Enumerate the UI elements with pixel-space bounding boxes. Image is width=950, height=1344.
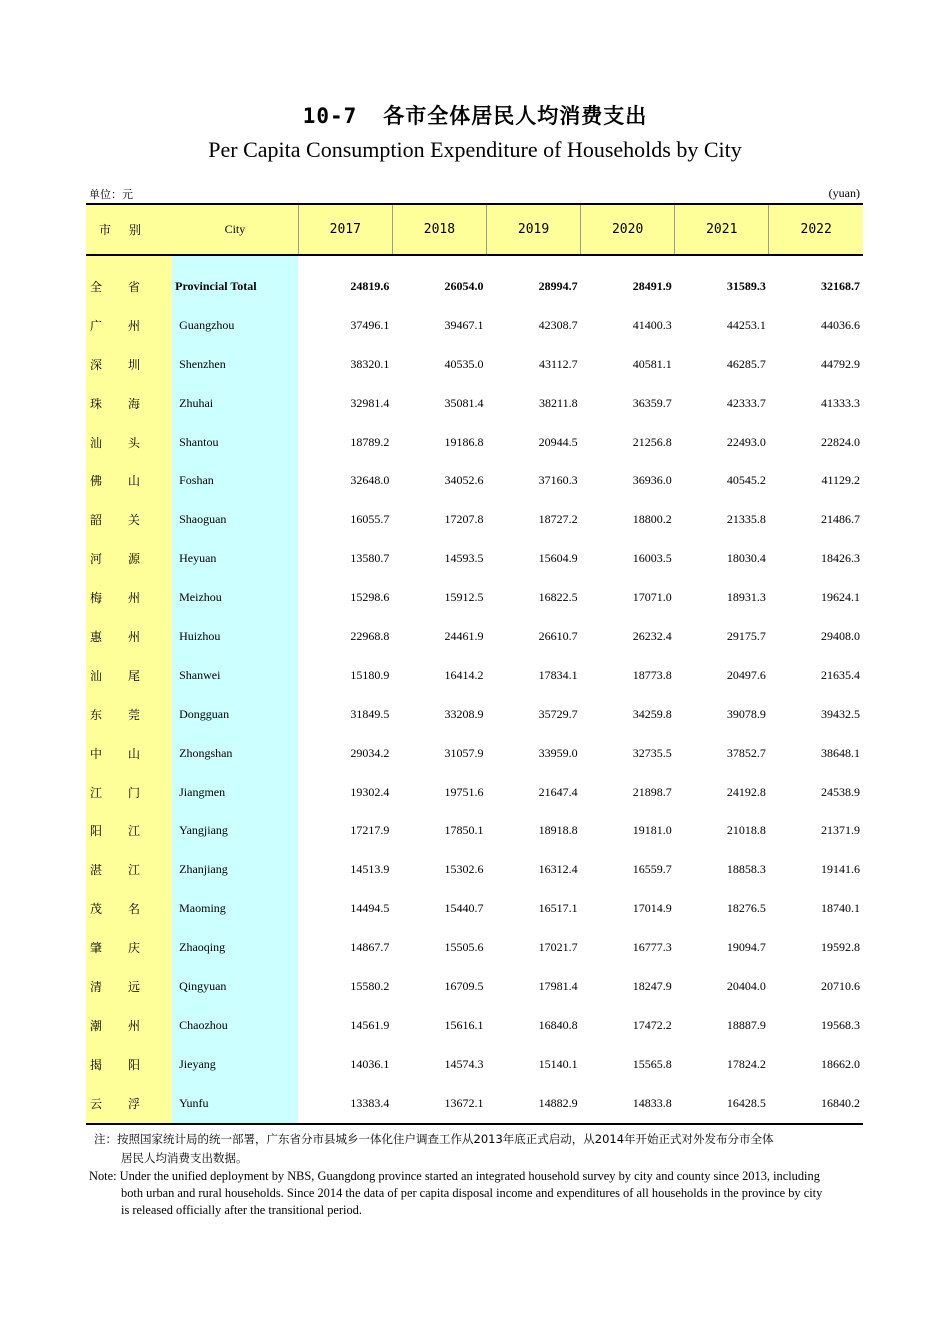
city-name-cn-char: 湛	[90, 863, 103, 878]
header-year: 2022	[769, 204, 863, 255]
value-cell-2022: 18662.0	[821, 1056, 860, 1071]
value-cell-2019: 43112.7	[539, 356, 578, 371]
city-name-en: Jieyang	[172, 1045, 298, 1084]
value-cell-2021: 18858.3	[726, 862, 766, 877]
table-row	[86, 811, 863, 850]
city-name-cn-char: 汕	[90, 668, 103, 683]
page-title-cn	[0, 100, 950, 130]
value-cell-2021: 18887.9	[726, 1017, 766, 1032]
note-en	[89, 1168, 859, 1219]
table-row	[86, 850, 863, 889]
city-name-cn-char: 潮	[90, 1018, 103, 1033]
city-name-en: Dongguan	[172, 695, 298, 734]
value-cell-2022: 21371.9	[821, 823, 860, 838]
city-name-en: Shaoguan	[172, 500, 298, 539]
city-name-en: Yangjiang	[172, 811, 298, 850]
city-name-cn-char: 阳	[128, 1057, 141, 1072]
value-cell-2018: 16414.2	[444, 667, 484, 682]
city-name-cn	[86, 423, 172, 462]
value-cell-2017: 37496.1	[350, 317, 390, 332]
value-cell-2017: 14867.7	[350, 940, 390, 955]
value-cell-2020: 18247.9	[632, 978, 672, 993]
value-cell-2020: 16777.3	[632, 940, 672, 955]
city-name-cn-char: 州	[128, 591, 141, 606]
value-cell-2021: 20497.6	[726, 667, 766, 682]
value-cell-2017: 15580.2	[350, 978, 390, 993]
value-cell-2022: 24538.9	[821, 784, 860, 799]
value-cell-2022: 18426.3	[821, 551, 860, 566]
table-row	[86, 617, 863, 656]
value-cell-2019: 37160.3	[538, 473, 578, 488]
city-name-cn	[86, 345, 172, 384]
value-cell-2020: 32735.5	[632, 745, 672, 760]
value-cell-2020: 16559.7	[632, 862, 672, 877]
header-year: 2020	[581, 204, 675, 255]
value-cell-2022: 22824.0	[821, 434, 860, 449]
city-name-cn	[86, 928, 172, 967]
city-name-cn	[86, 578, 172, 617]
city-name-en: Qingyuan	[172, 967, 298, 1006]
value-cell-2017: 14561.9	[350, 1017, 390, 1032]
city-name-cn	[86, 1006, 172, 1045]
unit-label-en: (yuan)	[828, 186, 860, 200]
table-row	[86, 461, 863, 500]
city-name-cn-char: 圳	[128, 357, 141, 372]
value-cell-2018: 13672.1	[392, 1084, 486, 1124]
value-cell-2021: 37852.7	[726, 745, 766, 760]
value-cell-2017: 32981.4	[350, 395, 390, 410]
city-name-cn-char: 东	[90, 707, 103, 722]
city-name-en: Heyuan	[172, 539, 298, 578]
header-year: 2017	[298, 204, 392, 255]
table-row	[86, 539, 863, 578]
value-cell-2020: 40581.1	[632, 356, 672, 371]
value-cell-2021: 44253.1	[726, 317, 766, 332]
table-row-total	[86, 267, 863, 306]
header-year: 2018	[392, 204, 486, 255]
city-name-en: Yunfu	[172, 1084, 298, 1124]
value-cell-2017: 13383.4	[298, 1084, 392, 1124]
value-cell-2020: 36936.0	[632, 473, 672, 488]
value-cell-2021: 22493.0	[726, 434, 766, 449]
value-cell-2019: 26610.7	[538, 628, 578, 643]
city-name-cn-char: 远	[128, 979, 141, 994]
value-cell-2021: 21018.8	[726, 823, 766, 838]
table-spacer-row	[86, 255, 863, 267]
value-cell-2017: 31849.5	[350, 706, 390, 721]
value-cell-2022: 20710.6	[821, 978, 860, 993]
value-cell-2018: 14593.5	[444, 551, 484, 566]
value-cell-2020: 26232.4	[632, 628, 672, 643]
value-cell-2020: 34259.8	[632, 706, 672, 721]
city-name-cn-char: 揭	[90, 1057, 103, 1072]
value-cell-2021: 20404.0	[726, 978, 766, 993]
note-en-line: Note: Under the unified deployment by NBS, Guangdong province started an integrated household survey by city and county since 2013, including	[89, 1169, 820, 1183]
city-name-cn	[86, 967, 172, 1006]
city-name-cn-char: 江	[90, 785, 103, 800]
value-cell-2022: 44792.9	[821, 356, 860, 371]
table-row	[86, 1045, 863, 1084]
value-cell-2021: 24192.8	[726, 784, 766, 799]
city-name-cn-char: 中	[90, 746, 103, 761]
value-cell-2018: 24461.9	[444, 628, 484, 643]
value-cell-2020: 19181.0	[632, 823, 672, 838]
city-name-cn-char: 源	[128, 552, 141, 567]
title-cn-text: 各市全体居民人均消费支出	[383, 104, 648, 128]
value-cell-2021: 21335.8	[726, 512, 766, 527]
city-name-cn-char: 汕	[90, 435, 103, 450]
value-cell-2019: 18918.8	[538, 823, 578, 838]
table-row	[86, 345, 863, 384]
city-name-cn-char: 浮	[128, 1096, 141, 1111]
city-name-cn-char: 佛	[90, 474, 103, 489]
value-cell-2021: 39078.9	[726, 706, 766, 721]
table-row	[86, 1006, 863, 1045]
table-row	[86, 1084, 863, 1124]
value-cell-2022: 29408.0	[821, 628, 860, 643]
value-cell-2018: 39467.1	[444, 317, 484, 332]
city-name-cn	[86, 539, 172, 578]
city-name-cn-char: 阳	[90, 824, 103, 839]
value-cell-2017: 14494.5	[350, 901, 390, 916]
city-name-cn-char: 庆	[128, 941, 141, 956]
value-cell-2019: 28994.7	[538, 278, 578, 293]
city-name-cn	[86, 1084, 172, 1124]
value-cell-2017: 15298.6	[350, 590, 390, 605]
value-cell-2020: 41400.3	[632, 317, 672, 332]
city-name-cn	[86, 1045, 172, 1084]
value-cell-2021: 19094.7	[726, 940, 766, 955]
value-cell-2021: 40545.2	[726, 473, 766, 488]
value-cell-2017: 13580.7	[350, 551, 390, 566]
value-cell-2019: 35729.7	[538, 706, 578, 721]
city-name-cn	[86, 656, 172, 695]
header-year: 2019	[486, 204, 580, 255]
value-cell-2018: 35081.4	[444, 395, 484, 410]
unit-label-cn: 单位：元	[89, 188, 133, 201]
table-row	[86, 967, 863, 1006]
city-name-en: Huizhou	[172, 617, 298, 656]
value-cell-2018: 34052.6	[444, 473, 484, 488]
header-city-en: City	[172, 204, 298, 255]
value-cell-2018: 31057.9	[444, 745, 484, 760]
value-cell-2021: 16428.5	[675, 1084, 769, 1124]
value-cell-2018: 15302.6	[444, 862, 484, 877]
table-header-row	[86, 204, 863, 255]
value-cell-2020: 16003.5	[632, 551, 672, 566]
value-cell-2017: 14036.1	[350, 1056, 390, 1071]
value-cell-2021: 17824.2	[726, 1056, 766, 1071]
city-name-cn-char: 惠	[90, 629, 103, 644]
value-cell-2019: 14882.9	[486, 1084, 580, 1124]
value-cell-2018: 17850.1	[444, 823, 484, 838]
city-name-cn	[86, 267, 172, 306]
value-cell-2017: 24819.6	[350, 278, 390, 293]
city-name-en: Maoming	[172, 889, 298, 928]
value-cell-2020: 14833.8	[581, 1084, 675, 1124]
value-cell-2019: 16517.1	[538, 901, 578, 916]
data-table	[86, 203, 863, 1125]
city-name-en: Guangzhou	[172, 306, 298, 345]
value-cell-2017: 29034.2	[350, 745, 390, 760]
value-cell-2017: 22968.8	[350, 628, 390, 643]
value-cell-2022: 39432.5	[821, 706, 860, 721]
city-name-cn	[86, 889, 172, 928]
city-name-en: Jiangmen	[172, 773, 298, 812]
city-name-cn-char: 头	[128, 435, 141, 450]
city-name-cn-char: 全	[90, 279, 103, 294]
page-title-en: Per Capita Consumption Expenditure of Households by City	[208, 137, 742, 162]
city-name-cn-char: 山	[128, 746, 141, 761]
city-name-cn-char: 名	[128, 902, 141, 917]
note-cn-line: 注：按照国家统计局的统一部署，广东省分市县城乡一体化住户调查工作从2013年底正式启动，从2014年开始正式对外发布分市全体	[94, 1132, 774, 1146]
value-cell-2020: 15565.8	[632, 1056, 672, 1071]
value-cell-2018: 15912.5	[444, 590, 484, 605]
city-name-cn-char: 云	[90, 1096, 103, 1111]
value-cell-2021: 29175.7	[726, 628, 766, 643]
table-row	[86, 423, 863, 462]
value-cell-2021: 18030.4	[726, 551, 766, 566]
value-cell-2018: 19186.8	[444, 434, 484, 449]
value-cell-2022: 44036.6	[821, 317, 860, 332]
value-cell-2019: 16822.5	[538, 590, 578, 605]
city-name-cn	[86, 384, 172, 423]
city-name-cn-char: 茂	[90, 902, 103, 917]
city-name-cn-char: 关	[128, 513, 141, 528]
city-name-cn-char: 州	[128, 1018, 141, 1033]
value-cell-2018: 15440.7	[444, 901, 484, 916]
city-name-cn-char: 江	[128, 863, 141, 878]
city-name-cn	[86, 811, 172, 850]
value-cell-2019: 17981.4	[538, 978, 578, 993]
table-number: 10-7	[302, 104, 358, 128]
city-name-cn-char: 清	[90, 979, 103, 994]
table-row	[86, 889, 863, 928]
city-name-cn-char: 山	[128, 474, 141, 489]
note-en-line: is released officially after the transitional period.	[121, 1203, 362, 1217]
city-name-cn	[86, 850, 172, 889]
city-name-en: Zhanjiang	[172, 850, 298, 889]
value-cell-2020: 18800.2	[632, 512, 672, 527]
value-cell-2020: 17472.2	[632, 1017, 672, 1032]
city-name-cn-char: 广	[90, 318, 103, 333]
value-cell-2022: 19141.6	[821, 862, 860, 877]
value-cell-2021: 46285.7	[726, 356, 766, 371]
value-cell-2017: 14513.9	[350, 862, 390, 877]
value-cell-2017: 38320.1	[350, 356, 390, 371]
value-cell-2020: 21898.7	[632, 784, 672, 799]
value-cell-2019: 20944.5	[538, 434, 578, 449]
city-name-cn-char: 江	[128, 824, 141, 839]
value-cell-2020: 21256.8	[632, 434, 672, 449]
table-row	[86, 578, 863, 617]
value-cell-2017: 16055.7	[350, 512, 390, 527]
value-cell-2019: 16840.8	[538, 1017, 578, 1032]
city-name-cn	[86, 617, 172, 656]
value-cell-2022: 19568.3	[821, 1017, 860, 1032]
value-cell-2022: 16840.2	[769, 1084, 863, 1124]
value-cell-2018: 15505.6	[444, 940, 484, 955]
city-name-en: Shanwei	[172, 656, 298, 695]
city-name-en: Shenzhen	[172, 345, 298, 384]
value-cell-2019: 38211.8	[539, 395, 578, 410]
value-cell-2018: 26054.0	[444, 278, 484, 293]
value-cell-2021: 18276.5	[726, 901, 766, 916]
value-cell-2019: 42308.7	[538, 317, 578, 332]
city-name-en: Meizhou	[172, 578, 298, 617]
data-table-container	[86, 203, 863, 1125]
value-cell-2017: 15180.9	[350, 667, 390, 682]
value-cell-2018: 16709.5	[444, 978, 484, 993]
value-cell-2019: 17021.7	[538, 940, 578, 955]
value-cell-2017: 18789.2	[350, 434, 390, 449]
table-row	[86, 306, 863, 345]
value-cell-2019: 17834.1	[538, 667, 578, 682]
value-cell-2020: 28491.9	[632, 278, 672, 293]
city-name-en: Shantou	[172, 423, 298, 462]
value-cell-2020: 17014.9	[632, 901, 672, 916]
value-cell-2020: 36359.7	[632, 395, 672, 410]
city-name-cn	[86, 500, 172, 539]
city-name-cn-char: 门	[128, 785, 141, 800]
value-cell-2019: 15604.9	[538, 551, 578, 566]
note-cn	[94, 1130, 854, 1168]
value-cell-2018: 15616.1	[444, 1017, 484, 1032]
city-name-cn-char: 河	[90, 552, 103, 567]
value-cell-2019: 18727.2	[538, 512, 578, 527]
city-name-cn	[86, 461, 172, 500]
value-cell-2022: 41129.2	[821, 473, 860, 488]
value-cell-2021: 18931.3	[726, 590, 766, 605]
value-cell-2022: 21635.4	[821, 667, 860, 682]
city-name-cn-char: 莞	[128, 707, 141, 722]
value-cell-2019: 33959.0	[538, 745, 578, 760]
city-name-cn	[86, 773, 172, 812]
city-name-en: Provincial Total	[172, 267, 298, 306]
note-cn-line: 居民人均消费支出数据。	[121, 1151, 248, 1165]
city-name-cn-char: 肇	[90, 941, 103, 956]
table-row	[86, 656, 863, 695]
table-row	[86, 695, 863, 734]
city-name-cn-char: 深	[90, 357, 103, 372]
value-cell-2017: 17217.9	[350, 823, 390, 838]
value-cell-2022: 21486.7	[821, 512, 860, 527]
header-city-cn: 市别	[86, 204, 172, 255]
table-row	[86, 500, 863, 539]
city-name-cn-char: 省	[128, 279, 141, 294]
city-name-en: Foshan	[172, 461, 298, 500]
city-name-cn-char: 海	[128, 396, 141, 411]
value-cell-2022: 32168.7	[821, 278, 860, 293]
city-name-en: Zhaoqing	[172, 928, 298, 967]
table-row	[86, 928, 863, 967]
city-name-cn-char: 珠	[90, 396, 103, 411]
city-name-cn-char: 梅	[90, 591, 103, 606]
city-name-cn-char: 尾	[128, 668, 141, 683]
spacer-cell	[298, 255, 863, 267]
city-name-cn	[86, 695, 172, 734]
city-name-en: Chaozhou	[172, 1006, 298, 1045]
value-cell-2018: 17207.8	[444, 512, 484, 527]
value-cell-2020: 17071.0	[632, 590, 672, 605]
value-cell-2019: 15140.1	[538, 1056, 578, 1071]
value-cell-2018: 33208.9	[444, 706, 484, 721]
value-cell-2022: 19592.8	[821, 940, 860, 955]
value-cell-2021: 42333.7	[726, 395, 766, 410]
value-cell-2020: 18773.8	[632, 667, 672, 682]
value-cell-2018: 14574.3	[444, 1056, 484, 1071]
value-cell-2022: 38648.1	[821, 745, 860, 760]
note-en-line: both urban and rural households. Since 2014 the data of per capita disposal income and expenditures of all households in the province by city	[121, 1186, 823, 1200]
value-cell-2017: 19302.4	[350, 784, 390, 799]
value-cell-2018: 40535.0	[444, 356, 484, 371]
value-cell-2018: 19751.6	[444, 784, 484, 799]
table-body	[86, 255, 863, 1124]
spacer-cell	[86, 255, 172, 267]
value-cell-2019: 16312.4	[538, 862, 578, 877]
city-name-cn-char: 州	[128, 629, 141, 644]
value-cell-2022: 19624.1	[821, 590, 860, 605]
city-name-en: Zhuhai	[172, 384, 298, 423]
value-cell-2017: 32648.0	[350, 473, 390, 488]
value-cell-2021: 31589.3	[726, 278, 766, 293]
value-cell-2022: 41333.3	[821, 395, 860, 410]
city-name-cn-char: 韶	[90, 513, 103, 528]
spacer-cell	[172, 255, 298, 267]
city-name-cn	[86, 734, 172, 773]
value-cell-2019: 21647.4	[538, 784, 578, 799]
city-name-cn	[86, 306, 172, 345]
header-year: 2021	[675, 204, 769, 255]
table-row	[86, 734, 863, 773]
table-row	[86, 384, 863, 423]
value-cell-2022: 18740.1	[821, 901, 860, 916]
city-name-en: Zhongshan	[172, 734, 298, 773]
city-name-cn-char: 州	[128, 318, 141, 333]
table-row	[86, 773, 863, 812]
